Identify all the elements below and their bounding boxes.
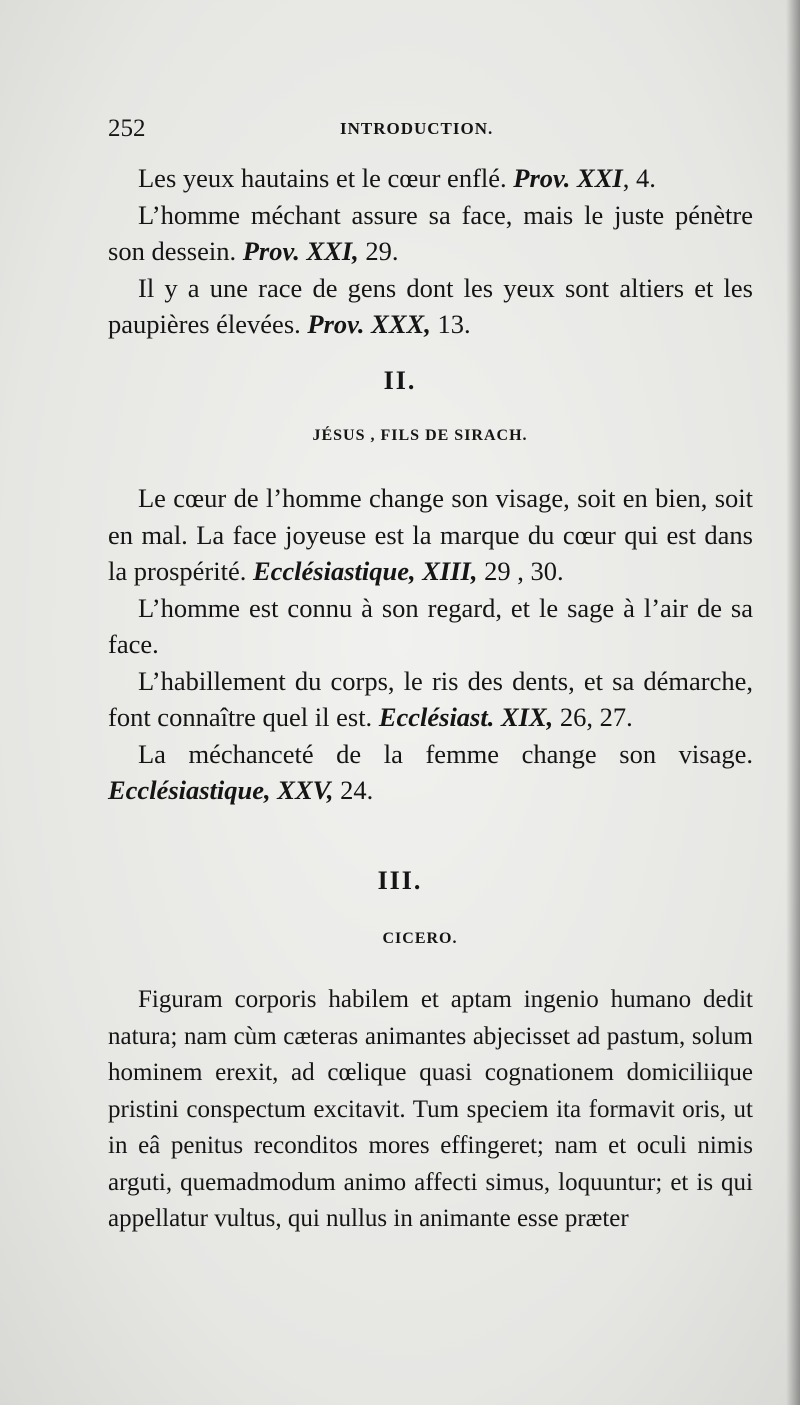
section-number: II. <box>383 366 417 395</box>
section-body <box>108 480 753 809</box>
page-number: 252 <box>108 115 146 142</box>
paragraph: Le cœur de l’homme change son visage, soit en bien, soit en mal. La face joyeuse est la marque du cœur qui est dans la prospérité. Ecclésiastique, XIII, 29 , 30. <box>108 483 753 586</box>
paragraph: L’habillement du corps, le ris des dents, et sa démarche, font connaître quel il est. Ecclésiast. XIX, 26, 27. <box>108 665 753 732</box>
reference: Prov. XXI <box>513 163 623 193</box>
reference: Ecclésiastique, XXV, <box>108 775 334 805</box>
section-body <box>108 982 753 1238</box>
paragraph: Les yeux hautains et le cœur enflé. Prov. XXI, 4. <box>138 163 656 193</box>
section-number: III. <box>377 866 423 895</box>
reference: Prov. XXI, <box>242 236 359 266</box>
page-spine-shadow <box>786 0 800 1405</box>
reference: Ecclésiastique, XIII, <box>252 556 478 586</box>
page-header <box>108 115 758 147</box>
paragraph: Figuram corporis habilem et aptam ingenio humano dedit natura; nam cùm cæteras animantes abjecisset ad pastum, solum hominem erexit, ad cœlique quasi cognationem domiciliique pristini conspectum excitavit. Tum speciem ita formavit oris, ut in eâ penitus reconditos mores effingeret; nam et oculi nimis arguti, quemadmodum animo affecti simus, loquuntur; et is qui appellatur vultus, qui nullus in animante esse præter <box>108 986 753 1232</box>
reference: Prov. XXX, <box>307 309 431 339</box>
paragraph: L’homme est connu à son regard, et le sage à l’air de sa face. <box>108 592 753 659</box>
paragraph: Il y a une race de gens dont les yeux sont altiers et les paupières élevées. Prov. XXX, 13. <box>108 272 753 339</box>
running-title: INTRODUCTION. <box>340 119 494 138</box>
paragraph: L’homme méchant assure sa face, mais le juste pénètre son dessein. Prov. XXI, 29. <box>108 199 753 266</box>
section-title: JÉSUS , FILS DE SIRACH. <box>312 427 528 444</box>
opening-quotes <box>108 160 753 343</box>
section-title: CICERO. <box>382 930 458 947</box>
reference: Ecclésiast. XIX, <box>378 702 554 732</box>
paragraph: La méchanceté de la femme change son visage. Ecclésiastique, XXV, 24. <box>108 738 753 805</box>
